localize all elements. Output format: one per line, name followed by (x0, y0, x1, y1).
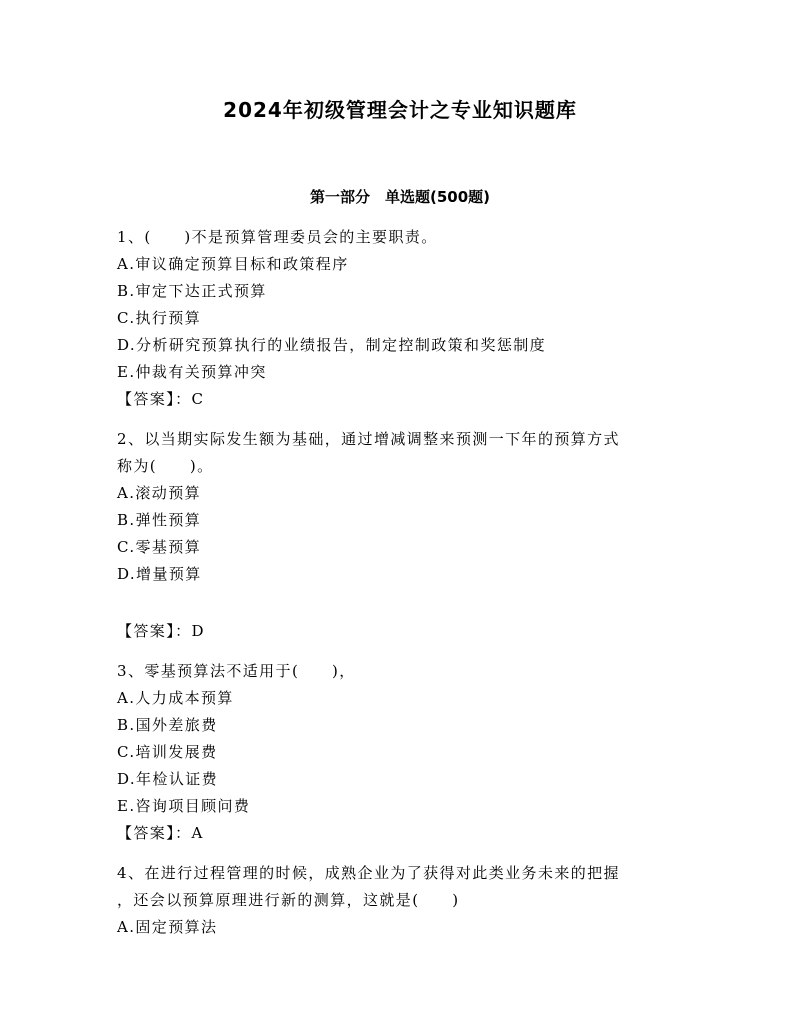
question-3-stem: 3、零基预算法不适用于( )， (117, 662, 356, 680)
question-1-stem: 1、( )不是预算管理委员会的主要职责。 (117, 228, 438, 246)
question-2-option-c: C.零基预算 (117, 538, 202, 556)
question-4-stem-line-1: 4、在进行过程管理的时候，成熟企业为了获得对此类业务未来的把握 (117, 864, 620, 882)
question-1-answer (117, 389, 204, 409)
question-3-answer (117, 823, 204, 843)
answer-value: C (191, 390, 205, 408)
answer-label: 【答案】： (117, 390, 192, 408)
answer-label: 【答案】： (117, 824, 192, 842)
question-1-option-b: B.审定下达正式预算 (117, 282, 267, 300)
question-1-option-d: D.分析研究预算执行的业绩报告，制定控制政策和奖惩制度 (117, 336, 547, 354)
answer-label: 【答案】： (117, 622, 192, 640)
question-2-option-d: D.增量预算 (117, 565, 202, 583)
question-1-option-c: C.执行预算 (117, 309, 202, 327)
question-3-option-b: B.国外差旅费 (117, 716, 218, 734)
question-2-option-b: B.弹性预算 (117, 511, 202, 529)
question-3-option-c: C.培训发展费 (117, 743, 218, 761)
question-1-option-e: E.仲裁有关预算冲突 (117, 363, 267, 381)
question-2-answer (117, 621, 205, 641)
question-1-option-a: A.审议确定预算目标和政策程序 (117, 255, 349, 273)
question-2-stem-line-1: 2、以当期实际发生额为基础，通过增减调整来预测一下年的预算方式 (117, 430, 620, 448)
question-3-option-e: E.咨询项目顾问费 (117, 797, 251, 815)
question-4-stem-line-2: ，还会以预算原理进行新的测算，这就是( ) (117, 891, 460, 909)
question-2-stem-line-2: 称为( )。 (117, 457, 214, 475)
question-3-option-a: A.人力成本预算 (117, 689, 234, 707)
answer-value: A (191, 824, 204, 842)
question-3-option-d: D.年检认证费 (117, 770, 219, 788)
section-heading: 第一部分 单选题(500题) (309, 188, 491, 206)
question-4-option-a: A.固定预算法 (117, 918, 218, 936)
answer-value: D (191, 622, 205, 640)
document-title: 2024年初级管理会计之专业知识题库 (223, 98, 577, 122)
question-2-option-a: A.滚动预算 (117, 484, 202, 502)
